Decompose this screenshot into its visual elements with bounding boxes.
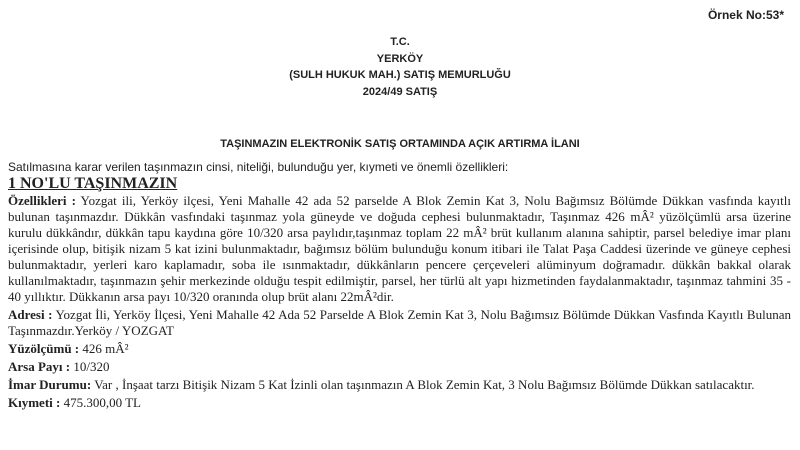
share-label: Arsa Payı : — [8, 359, 71, 374]
intro-text: Satılmasına karar verilen taşınmazın cinsi, niteliği, bulunduğu yer, kıymeti ve önemli özellikleri: — [8, 160, 509, 174]
area-value: 426 mÂ² — [82, 341, 129, 356]
address-value: Yozgat İli, Yerköy İlçesi, Yeni Mahalle 42 Ada 52 Parselde A Blok Zemin Kat 3, Nolu Bağımsız Bölümde Dükkan Vasfında Kayıtlı Bulunan Taşınmazdır.Yerköy / YOZGAT — [8, 307, 791, 338]
sample-number: Örnek No:53* — [707, 8, 784, 22]
value-label: Kıymeti : — [8, 395, 61, 410]
property-heading: 1 NO'LU TAŞINMAZIN — [8, 175, 178, 192]
area-label: Yüzölçümü : — [8, 341, 80, 356]
document-header — [0, 34, 800, 100]
area-field — [8, 341, 791, 357]
header-line-town: YERKÖY — [376, 52, 424, 65]
features-value: Yozgat ili, Yerköy ilçesi, Yeni Mahalle 42 ada 52 parselde A Blok Zemin Kat 3, Nolu Bağımsız Bölümde Dükkan vasfında kayıtlı bulunan taşınmazdır. Dükkân vasfındaki taşınmaz yola güneyde ve doğuda cephesi bulunmaktadır, Taşınmaz 426 mÂ² yüzölçümlü arsa üzerine kurulu dükkândır, dükkân tapu kaydına göre 10/320 arsa paylıdır,taşınmaz toplam 22 mÂ² brüt kullanım alanına sahiptir, parsel belediye imar planı içerisinde olup, bitişik nizam 5 kat izini bulunmaktadır, bağımsız bölüm bulunduğu konum itibari ile Talat Paşa Caddesi üzerinde ve güneye cephesi bulunmaktadır, yerleri karo kaplamadır, soba ile ısınmaktadır, dükkânların pencere çerçeveleri alüminyum doğramadır. dükkân bakkal olarak kullanılmaktadır, taşınmazın şehir merkezinde olduğu tespit edilmiştir, parsel, her türlü alt yapı hizmetinden faydalanmaktadır, taşınmaz tahmini 35 - 40 yıllıktır. Dükkanın arsa payı 10/320 oranında olup brüt alanı 22mÂ²dir. — [8, 193, 791, 304]
address-label: Adresi : — [8, 307, 53, 322]
header-line-tc: T.C. — [390, 36, 410, 48]
zoning-label: İmar Durumu: — [8, 377, 92, 392]
header-line-file-no: 2024/49 SATIŞ — [362, 85, 438, 98]
zoning-value: Var , İnşaat tarzı Bitişik Nizam 5 Kat İzinli olan taşınmazın A Blok Zemin Kat, 3 Nolu Bağımsız Bölümde Dükkan satılacaktır. — [94, 377, 755, 392]
features-field — [8, 193, 791, 305]
notice-title: TAŞINMAZIN ELEKTRONİK SATIŞ ORTAMINDA AÇIK ARTIRMA İLANI — [220, 138, 580, 150]
address-field — [8, 307, 791, 339]
value-amount: 475.300,00 TL — [63, 395, 141, 410]
share-field — [8, 359, 791, 375]
header-line-office: (SULH HUKUK MAH.) SATIŞ MEMURLUĞU — [289, 69, 511, 81]
property-details — [8, 175, 791, 413]
features-label: Özellikleri : — [8, 193, 76, 208]
share-value: 10/320 — [73, 359, 110, 374]
zoning-field — [8, 377, 791, 393]
value-field — [8, 395, 791, 411]
